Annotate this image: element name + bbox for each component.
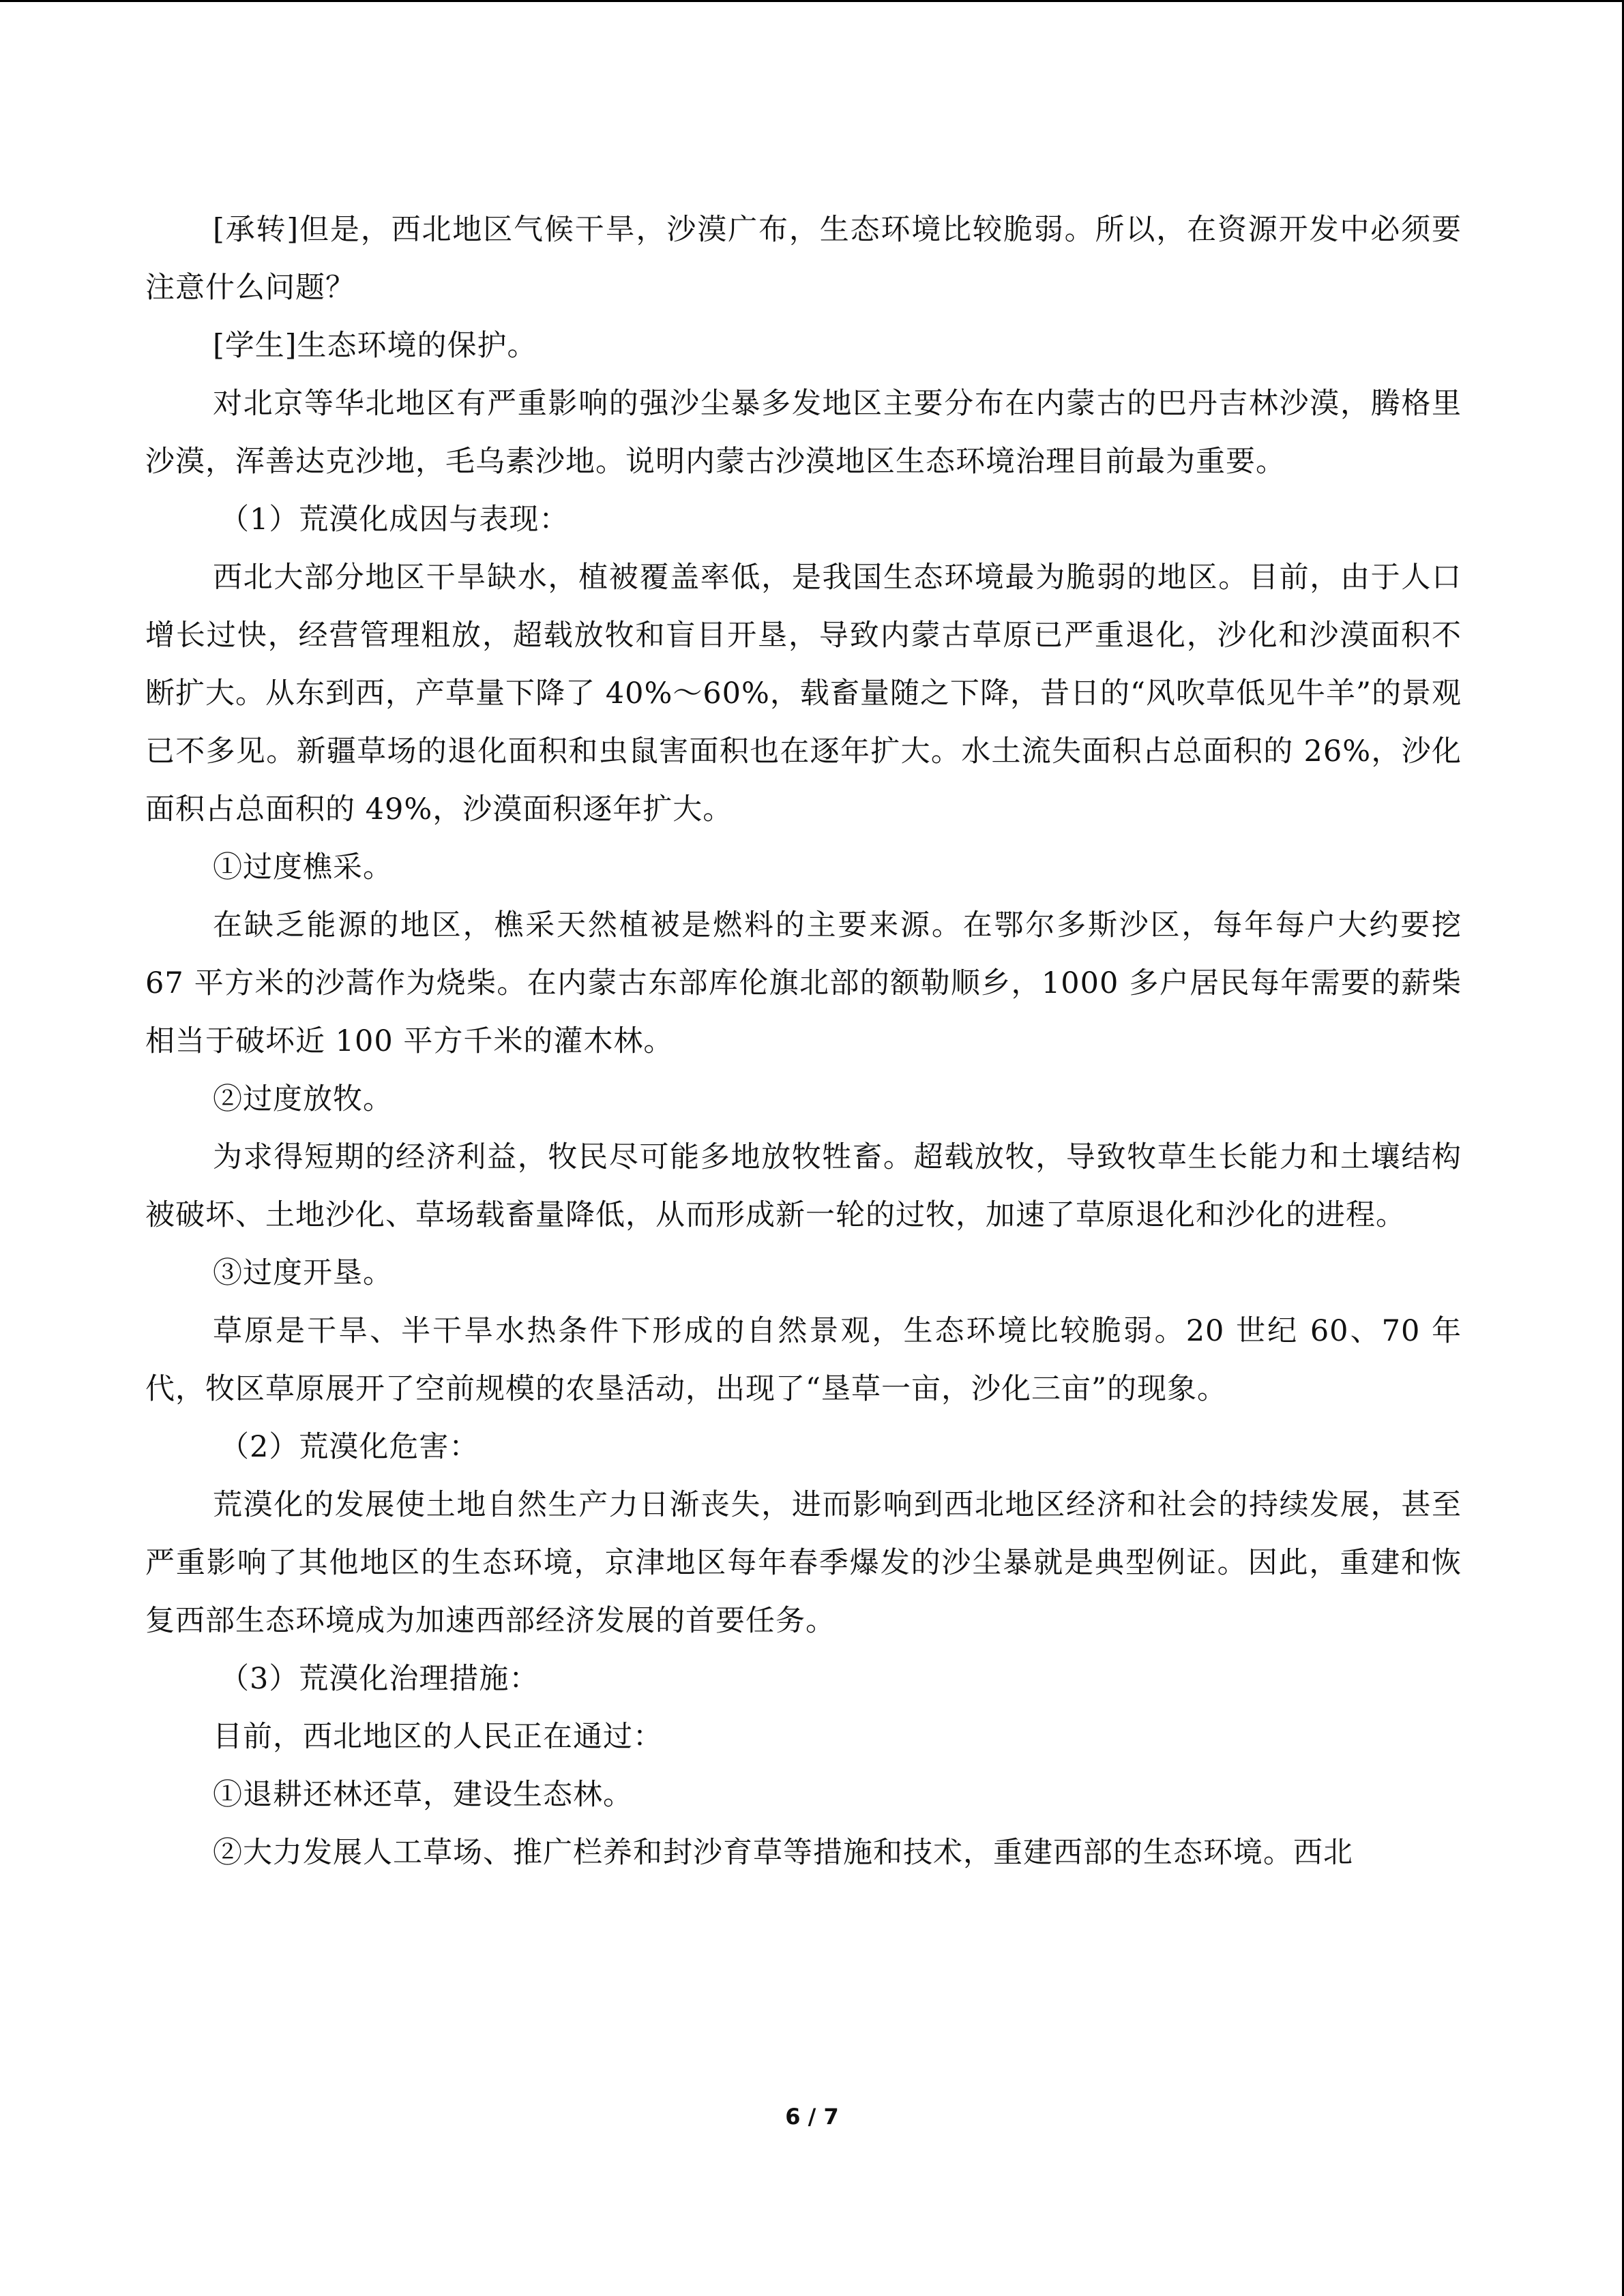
list-item-reforestation: ①退耕还林还草，建设生态林。 xyxy=(213,1778,633,1812)
paragraph-overcutting: 在缺乏能源的地区，樵采天然植被是燃料的主要来源。在鄂尔多斯沙区，每年每户大约要挖 67 平方米的沙蒿作为烧柴。在内蒙古东部库伦旗北部的额勒顺乡，1000 多户居民每年需要的薪柴相当于破坏近 100 平方千米的灌木林。 xyxy=(145,908,1462,1058)
paragraph-overcultivation: 草原是干旱、半干旱水热条件下形成的自然景观，生态环境比较脆弱。20 世纪 60、70 年代，牧区草原展开了空前规模的农垦活动，出现了“垦草一亩，沙化三亩”的现象。 xyxy=(145,1314,1462,1406)
paragraph-measures-intro: 目前，西北地区的人民正在通过： xyxy=(213,1720,663,1754)
section-heading-causes: （1）荒漠化成因与表现： xyxy=(220,503,570,537)
section-heading-measures: （3）荒漠化治理措施： xyxy=(220,1662,540,1696)
document-body xyxy=(145,201,1462,1882)
list-item-overgrazing: ②过度放牧。 xyxy=(213,1082,393,1116)
paragraph-causes: 西北大部分地区干旱缺水，植被覆盖率低，是我国生态环境最为脆弱的地区。目前，由于人口增长过快，经营管理粗放，超载放牧和盲目开垦，导致内蒙古草原已严重退化，沙化和沙漠面积不断扩大。从东到西，产草量下降了 40%～60%，载畜量随之下降，昔日的“风吹草低见牛羊”的景观已不多见。新疆草场的退化面积和虫鼠害面积也在逐年扩大。水土流失面积占总面积的 26%，沙化面积占总面积的 49%，沙漠面积逐年扩大。 xyxy=(145,561,1462,826)
page-number: 6 / 7 xyxy=(785,2104,839,2130)
list-item-overcutting: ①过度樵采。 xyxy=(213,850,393,884)
section-heading-harm: （2）荒漠化危害： xyxy=(220,1430,479,1464)
paragraph-sandstorm-areas: 对北京等华北地区有严重影响的强沙尘暴多发地区主要分布在内蒙古的巴丹吉林沙漠，腾格里沙漠，浑善达克沙地，毛乌素沙地。说明内蒙古沙漠地区生态环境治理目前最为重要。 xyxy=(145,387,1462,479)
paragraph-overgrazing: 为求得短期的经济利益，牧民尽可能多地放牧牲畜。超载放牧，导致牧草生长能力和土壤结构被破坏、土地沙化、草场载畜量降低，从而形成新一轮的过牧，加速了草原退化和沙化的进程。 xyxy=(145,1140,1462,1232)
list-item-overcultivation: ③过度开垦。 xyxy=(213,1256,393,1290)
paragraph-harm: 荒漠化的发展使土地自然生产力日渐丧失，进而影响到西北地区经济和社会的持续发展，甚至严重影响了其他地区的生态环境，京津地区每年春季爆发的沙尘暴就是典型例证。因此，重建和恢复西部生态环境成为加速西部经济发展的首要任务。 xyxy=(145,1488,1462,1638)
list-item-artificial-grassland: ②大力发展人工草场、推广栏养和封沙育草等措施和技术，重建西部的生态环境。西北 xyxy=(213,1836,1353,1870)
paragraph-transition: [承转]但是，西北地区气候干旱，沙漠广布，生态环境比较脆弱。所以，在资源开发中必须要注意什么问题？ xyxy=(145,213,1462,305)
paragraph-student-answer: [学生]生态环境的保护。 xyxy=(213,329,537,363)
